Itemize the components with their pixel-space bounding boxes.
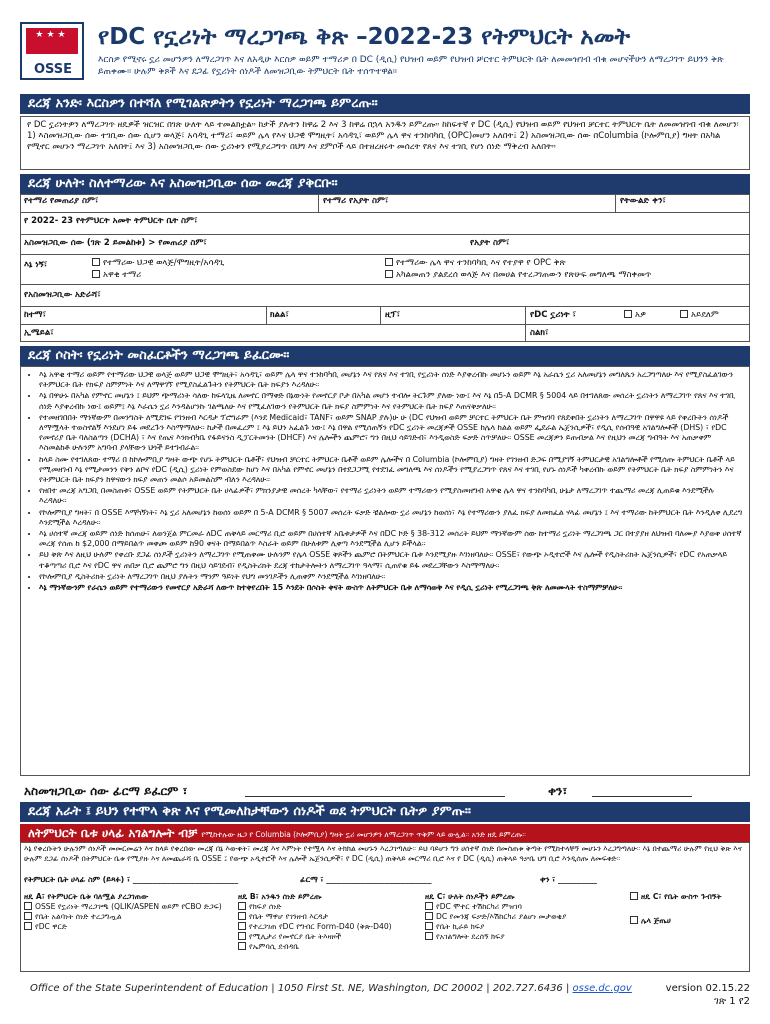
method-option[interactable]: የDC ዋርድ	[24, 922, 224, 932]
certification-list	[27, 370, 743, 593]
section-2-heading: ደረጃ ሁለት፡ ስለተማሪው እና አስመዝጋቢው ሰው መረጃ ያቅርቡ።	[20, 174, 750, 194]
official-name-label: የትምህርት ቤት ሀላፊ ስም (ይጻፉ) ፣ ___________________________	[24, 875, 239, 884]
email-label: ኢሜይል፣	[24, 328, 54, 338]
method-option[interactable]: ሌላ ጅጤሀ	[630, 916, 745, 926]
certification-item: • የኮሎምቢያ ግዛት፣ በ OSSE እማካኝነት፣ እኔ ኗሪ አለመሆኔን ከወሰነ ወይም በ 5-A DCMR § 5007 መሰረት ፍቃድ ቼልሎው ኗሪ መሆኔን ከወሰነ፣ እኔ የተማሪውን ያለፈ ክፍያ ለመክፈል ሃላፊ መሆኔን ፤ እና ተማሪው ከትምህርት ቤት እንዲለቀ ሊደረግ እንደሚችል እረዳለሁ።	[39, 508, 743, 528]
registrant-name-label: አስመዝጋቢው ሰው (ገጽ 2 ይመልከቱ) > የመጠሪያ ስም፣	[24, 238, 207, 248]
checkbox-icon[interactable]	[238, 942, 246, 950]
signature-label: አስመዝጋቢው ሰው ፊርማ ይፈርም ፣	[24, 784, 188, 798]
school-official-bar: ለትምህርት ቤቱ ሀላፊ አገልግሎት ብቻ የሚከተሉው ዜጋ የ Columbia (ኮሎምቢያ) ግዛት ኗሪ መሆንዎን ለማረጋገጥ ጥቅም ላይ ውሏል። አንድ ዘዴ ይምረጡ።	[20, 824, 750, 842]
checkbox-icon[interactable]	[92, 270, 100, 278]
dc-resident-no[interactable]: አይደለም	[680, 310, 719, 321]
page-number: ገጽ 1 የ2	[714, 996, 750, 1007]
date-label: ቀን፣	[548, 784, 568, 798]
dc-resident-yes[interactable]: አዎ	[624, 310, 646, 321]
phone-label: ስልክ፣	[530, 328, 549, 338]
checkbox-icon[interactable]	[385, 258, 393, 266]
checkbox-icon[interactable]	[24, 922, 32, 930]
method-a-title: ዘዴ A፣ የትምህርት ቤቱ ባለሟል ያረጋገጠው	[24, 892, 149, 901]
certification-item: • የዘበተ መረጃ አግጋቢ በመስጠቱ፣ OSSE ወይም የትምህርት ቤት ሀላፊዎች፣ ምክንያታዊ መሰረት ካላቸው፣ የተማሪ ኗሪነትን ወይም ተማሪውን የሚያስመዘግብ አዋቂ ሌላ ዋና ተንከባካቢ ሁኔታ ለማረጋገጥ ተጨማሪ መረጃ ሊጠይቁ እንደሚችሉ እረዳለሁ።	[39, 486, 743, 506]
registrant-last-name-label: የአያት ስም፣	[470, 238, 510, 248]
checkbox-icon[interactable]	[92, 258, 100, 266]
certification-item: • የኮሎምቢያ ዲስትሪክት ኗሪነት ለማረጋገጥ በዚህ ያሉትን ማንም ዓይነት የህግ መንገዶችን ሊጠቀም እንደሚችል እገነዘባለሁ።	[39, 572, 743, 582]
version-label: version 02.15.22	[665, 983, 750, 994]
section-1-text: የ DC ኗሪነትዎን ለማረጋገጥ ዘዴዎች ዝርዝር በገጽ ሁለት ላይ ተመልክቷል። ከታች ያሉትን ከዋሬ 2 እና 3 ከዋሬ በኋላ አንዱን ይምረጡ። ከከፍተኛ የ DC (ዲሲ) የህዝብ ወይም የህዝብ ቻርተር ትምህርት ቤት ለመመዝገብ ብቁ ለመሆን፡ 1) እስመዝጋቢው ሰው ተገቢው ሰው ሲሆን ወላጅ፣ አሳዳጊ ተማሪ፣ ወይም ሌላ የእና ህጋዊ ሞግዚት፣ አሳዳጊ፣ ወይም ሌላ ዋና ተንከባካቢ (OPC)መሆን አለበት፤ 2) አስመዝጋቢው ሰው በColumbia (ኮሎምቢያ) ግዛት በአካል የሚኖር መሆኑን ማረጋገጥ አለበት፤ እና 3) አስመዝጋቢው ሰው ኗሪነቱን የሚያረጋግጥ በህግ እና ደምቦች ላይ በተዘረዘሩት መሰረት የጸና እና ተገቢ የሆነ ሰነድ ማቅረብ አለበት።	[20, 116, 750, 170]
checkbox-icon[interactable]	[238, 932, 246, 940]
stars-icon: ★★★	[35, 30, 69, 40]
certification-item: • ከላይ ስሙ የተገለጸው ተማሪ በ ከኮሎምቢያ ግዛት ውጭ የሆኑ ትምህርት ቤቶች፣ የህዝብ ቻርተር ትምህርት ቤቶች ወይም ሌሎችና በ Columbia (ኮሎምቢያ) ግዛት የገንዘብ ድጋፍ በሚያገኝ ትምህርታዊ አገልግሎቶች የሚሰጡ ትምህርት ቤቶች ላይ የሚመዘገብ እኔ የሚታመንን የቅን ልቦና የDC (ዲሲ) ኗሪነት የምወስደው ከሆነ እና በአካል የምኖር መሆኔን በተደጋጋሚ የተደገፈ መግለጫ እና ሰነዶችን የሚያረጋግጥ የጸና እና ተገቢ የሆኑ ሰነዶች ካቀረብኩ ወይም የትምህርት ቤት ክፍያ ስምምነትን እና የትምህርት ቤት ክፍያን ከዋናውን ክፍያ መጠን መልሶ አይመልስም ብለን እረዳለሁ።	[39, 455, 743, 486]
method-c	[425, 892, 610, 942]
school-name-label: የ 2022- 23 የትምህርት አመት ትምህርት ቤት ስም፣	[24, 216, 198, 226]
method-option[interactable]: የቤት አልባነት ሰነድ ተረጋግጧል	[24, 912, 224, 922]
checkbox-icon[interactable]	[425, 932, 433, 940]
logo-text: OSSE	[33, 62, 73, 77]
method-option[interactable]: የኤምባሲ ደብዳቤ	[238, 942, 418, 952]
footer-office: Office of the State Superintendent of Education | 1050 First St. NE, Washington, DC 20002 | 202.727.6436 | osse.dc.gov	[30, 983, 632, 994]
checkbox-icon[interactable]	[680, 310, 688, 318]
method-option[interactable]: DC የመንጃ ፍቃድ/እሽከርካሪ ያልሆነ መታወቂያ	[425, 912, 610, 922]
section-4-heading: ደረጃ አራት ፤ ይህን የተሞላ ቅጽ እና የሚመለከታቸውን ሰነዶች ወደ ትምህርት ቤትዎ ያምጡ።	[20, 802, 750, 822]
section-1-heading: ደረጃ አንድ፡ እርስዎን በተሻለ የሚገልጽዎትን የኗሪነት ማረጋገጫ ይምረጡ።	[20, 94, 750, 114]
state-label: ክልል፣	[270, 310, 289, 320]
checkbox-icon[interactable]	[425, 912, 433, 920]
option-adult-student[interactable]: አዋቂ ተማሪ	[92, 270, 141, 281]
official-date-label: ቀን ፣ __________	[540, 875, 597, 884]
osse-link[interactable]: osse.dc.gov	[572, 983, 632, 994]
checkbox-icon[interactable]	[24, 902, 32, 910]
checkbox-icon[interactable]	[624, 310, 632, 318]
signature-line[interactable]	[245, 796, 505, 797]
dc-resident-label: የDC ኗሪነት ፣	[530, 310, 577, 320]
method-c-title: ዘዴ C፣ ሁለት ሰነዶችን ይምረጡ	[425, 892, 515, 901]
method-b	[238, 892, 418, 952]
method-d	[630, 892, 745, 940]
page-subtitle: እርስዎ የሚኖሩ ኗሪ መሆንዎን ለማረጋገጥ እና ለአዲሁ እርስዎ ወይም ተማሪዎ በ DC (ዲሲ) የህዝብ ወይም የህዝብ ቻርተር ትምህርት ቤት ለመመዝገብ ብቁ መሆናችሁን ለማረጋገጥ ይህንን ቅጽ ይጠቀሙ። ሁሉም ቅጾች እና ደጋፊ የኗሪነት ሰነዶች ለመዝጋቢው ትምህርት ቤት ተሰጥተዋል።	[98, 55, 724, 77]
checkbox-icon[interactable]	[238, 922, 246, 930]
osse-logo	[20, 22, 84, 80]
method-option[interactable]: የቤት ማዋሆ የገንዘብ እርዳታ	[238, 912, 418, 922]
checkbox-icon[interactable]	[630, 916, 638, 924]
section-3-heading: ደረጃ ሶስት፡ የኗሪነት መስፈርቶችን ማረጋገጫ ይፈርሙ።	[20, 346, 750, 366]
checkbox-icon[interactable]	[425, 922, 433, 930]
method-option[interactable]: የክፍያ ሰነድ	[238, 902, 418, 912]
checkbox-icon[interactable]	[238, 912, 246, 920]
method-option[interactable]: OSSE የኗሪነት ማረጋገጫ (QLIK/ASPEN ወይም የCBO ድጋፍ)	[24, 902, 224, 912]
certification-item: • እኔ ማንኛውንም የራሴን ወይም የተማሪውን የመኖርያ አድራሻ ለውጥ ከተቀየረበት 15 እንደት በሶስት ቀናት ውስጥ ለትምህርት ቤቱ ለማሳወቅ እና የዲሲ ኗሪነት የሚረጋገጫ ቅጽ ለመሙላት ተስማምቻለሁ።	[39, 583, 743, 593]
certification-item: • እኔ አዋቂ ተማሪ ወይም የተማሪው ህጋዊ ወላጅ ወይም ህጋዊ ሞግዚት፣ አሳዳጊ፣ ወይም ሌላ ዋና ተንከባካቢ መሆኔን እና የጸና እና ተገቢ የኗሪነት ሰነድ እያቀረብኩ መሆኑን ወይም እኔ አራሴን ኗሪ አለመሆኔን መግለጼን አረጋግጣለሁ እና የሚያስፈልገውን የትምህርት ቤት የክፍያ ስምምነት እና ለማዋገኘ የሚያስፈልጉትን የትምህርት ቤት ክፍያን እረዳለሁ።	[39, 370, 743, 390]
checkbox-icon[interactable]	[24, 912, 32, 920]
checkbox-icon[interactable]	[238, 902, 246, 910]
method-option[interactable]: ዘዴ C፣ የቤት ውስጥ ጉብኝት	[630, 892, 745, 902]
official-note: እኔ የቀረቡትን ሁሉንም ሰነዶች መመርመሬን እና ከላይ የቀረበው መረጃ በኔ እውቀት፣ መረጃ እና እምነት የተሟላ እና ትክክል መሆኑን እረጋገጣለሁ። ይህ ባይሆን ግን ሀሰተኛ ሰነድ በመስጠቱ ቅጣት የሚከተላቸኝ መሆኑን እረጋግጣለሁ። እኔ በተጨማሪ ሁሉም የዚህ ቅጽ እና ሁሉም ደጋፊ ሰነዶች በትምህርት ቤቱ የሚያዙ እና ለመጨራሻ ቤ OSSE ፤ የውጭ ኦዲተሮች እና ሌሎች ኤጀንሲዎች፣ የ DC (ዲሲ) ጠቅላይ መርማሪ ቢሮ እና የ DC (ዲሲ) ጠቅላይ ዓቃቤ ህግ ቢሮ እንዲሰጡ ለመፍቀድ።	[24, 844, 742, 863]
method-option[interactable]: የአገልግሎት ደረሰኝ ክፍያ	[425, 932, 610, 942]
method-option[interactable]: የDC ሞተር ተሽከርካሪ ምዝገባ	[425, 902, 610, 912]
date-line[interactable]	[592, 796, 692, 797]
student-first-name-label: የተማሪ የአያት ስም፣	[323, 196, 389, 206]
page-title: የDC የኗሪነት ማረጋገጫ ቅጽ –2022-23 የትምህርት አመት	[98, 24, 631, 50]
certification-item: • እኔ በዋሁኑ በአካል የምኖር መሆኔን ፤ ይህም ጭማሪነት ሳለው ከፍላጊዜ ለመኖር በማቀድ በኔውነት የመኖርያ ቦታ በአካል መሆን ተብሎ ትርጉም ያለው ነው፤ እና እኔ በ5-A DCMR § 5004 ላይ በተገለጸው መሰረት ኗሪነትን ለማረጋገጥ የጸና እና ተገቢ ሰነድ እያቀረብኩ ነው፤ ወይም፤ እኔ እራሴን ኗሪ እንዳልሆንኩ ገልጫለሁ እና የሚፈለገውን የትምህርት ቤት ክፍያ ስምምነት እና የትምህርት ቤት ክፍያ እጠናቅቃለሁ።	[39, 391, 743, 411]
checkbox-icon[interactable]	[425, 902, 433, 910]
city-label: ከተማ፣	[24, 310, 47, 320]
method-a	[24, 892, 224, 932]
option-parent[interactable]: የተማሪው ህጋዊ ወላጅ/ሞግዚት/አሳዳጊ	[92, 258, 224, 269]
i-am-label: እኔ ነኝ፣	[24, 260, 48, 270]
address-label: የአስመዝጋቢው አድራሻ፣	[24, 290, 101, 300]
official-signature-label: ፊርማ ፣ ___________________________	[300, 875, 432, 884]
certification-item: • የተመዘገበበት ማንኛውም በመንግስት ለሚደገፍ የገንዘብ እርዳታ ፕሮግራም (እንደ Medicaid፣ TANF፣ ወይም SNAP ያሉ)ሁ ሁ (DC የህዝብ ወይም ቻርተር ትምህርት ቤት ምዝገባ የጸደቀበት ኗሪነትን ለማረጋገጥ በዋዋዩ ላይ የቀረቡትን ሰነዶች ለማሟላት ተወስኖልኝ እንደሆነ ይፋ መደረጉን እስማማለሁ። ከታች በመፈረም ፤ እኔ ይህን አፈልጉ ነው፤ እኔ በዋል የሚሰጠኝን የDC ኗሪነት መረጃዎች OSSE ከሌላ ከልል ወይም ፌደራል ኤጀንሲዎች፣ የዲሲ የሰብዓዊ አገልግሎቶች (DHS) ፣ የDC የመኖሪያ ቤት ባለስልጣን (DCHA) ፣ እና የጤና እንክብካቤ የፋይናንስ ዲፓርትመንት (DHCF) እና ሌሎችን ጨምሮ፣ ግን በዚህ ሳይገድብ፣ እንዲወስድ ፍቃድ ስጥቻለሁ። OSSE መረጃዎን ይጠብቃል እና የዚህን መረጃ ግብዓት እና አጠቃቀም እስመልከቶ ሁሉንም አግባብ ያላቸውን ህጎች ይተገብራል።	[39, 413, 743, 454]
checkbox-icon[interactable]	[630, 892, 638, 900]
zip-label: ዚፕ፣	[385, 310, 401, 320]
section-3-list-box	[20, 366, 750, 776]
certification-item: • እኔ ሀሰተኛ መረጃ ወይም ሰነድ ከሰጠሁ፣ ለወንጀል ምርመራ ለDC ጠቅላይ መርማሪ ቢሮ ወይም በሀሰተኛ አቤቱታዎች እና በDC ኮድ § 38-312 መሰረት ይህም ማንኛውም ሰው ከተማሪ ኗሪነት ማረጋገጫ ጋር በተያያዘ ለህዝብ ባለሙያ እያወቀ ሀሰተኛ መረጃ የሰጠ ከ $2,000 በማይበልጥ መቀጮ ወይም ከ90 ቀናት በማይበልጥ እስራት ወይም በሁለቱም ሊቀጣ እንደሚችል ሊሆን ይችላል።	[39, 529, 743, 549]
certification-item: • ይህ ቅጽ እና ለዚህ ሁሉም የቀረቡ ደጋፊ ሰነዶች ኗሪነትን ለማረጋገጥ የሚጠቀሙ ሁሉንም የሌላ OSSE ቅጾችን ጨምሮ በትምህርት ቤቱ እንደሚያዙ እገነዘባለሁ። OSSE፣ የውጭ ኦዲተሮች እና ሌሎች የዲስትሪክት ኤጀንሲዎች፣ የDC የአጠቃላይ ተቆጣጣሪ ቢሮ እና የDC ዋና ጠበቃ ቢሮ ጨምሮ ግን በዚህ ሳይገደብ፣ የዲስትሪክት ደረጃ ተከታትሎትን ለማረጋገጥ ዓላማ፣ ሲጠየቁ ይፋ መደረጋቸውን እስማማለሁ።	[39, 550, 743, 570]
checkbox-icon[interactable]	[385, 270, 393, 278]
option-other-caregiver[interactable]: የተማሪው ሌላ ዋና ተንከባካቢ እና የተያዋ የ OPC ቅጽ	[385, 258, 566, 269]
method-b-title: ዘዴ B፣ አንዱን ሰነድ ይምረጡ	[238, 892, 322, 901]
student-last-name-label: የተማሪ የመጠሪያ ስም፣	[24, 196, 99, 206]
option-minor-parent[interactable]: አካልመጠን ያልደረሰ ወላጅ እና በመሀል የተረጋገጠውን የጽሁፍ መግለጫ ማስቀመጥ	[385, 270, 651, 281]
method-option[interactable]: የሚሊታሪ የመኖርያ ቤት ትእዛዞች	[238, 932, 418, 942]
student-dob-label: የትውልድ ቀን፣	[620, 196, 666, 206]
method-option[interactable]: የቤት ኪራይ ክፍያ	[425, 922, 610, 932]
method-option[interactable]: የተረጋገጠ የDC የግብር Form-D40 (ቅጽ-D40)	[238, 922, 418, 932]
